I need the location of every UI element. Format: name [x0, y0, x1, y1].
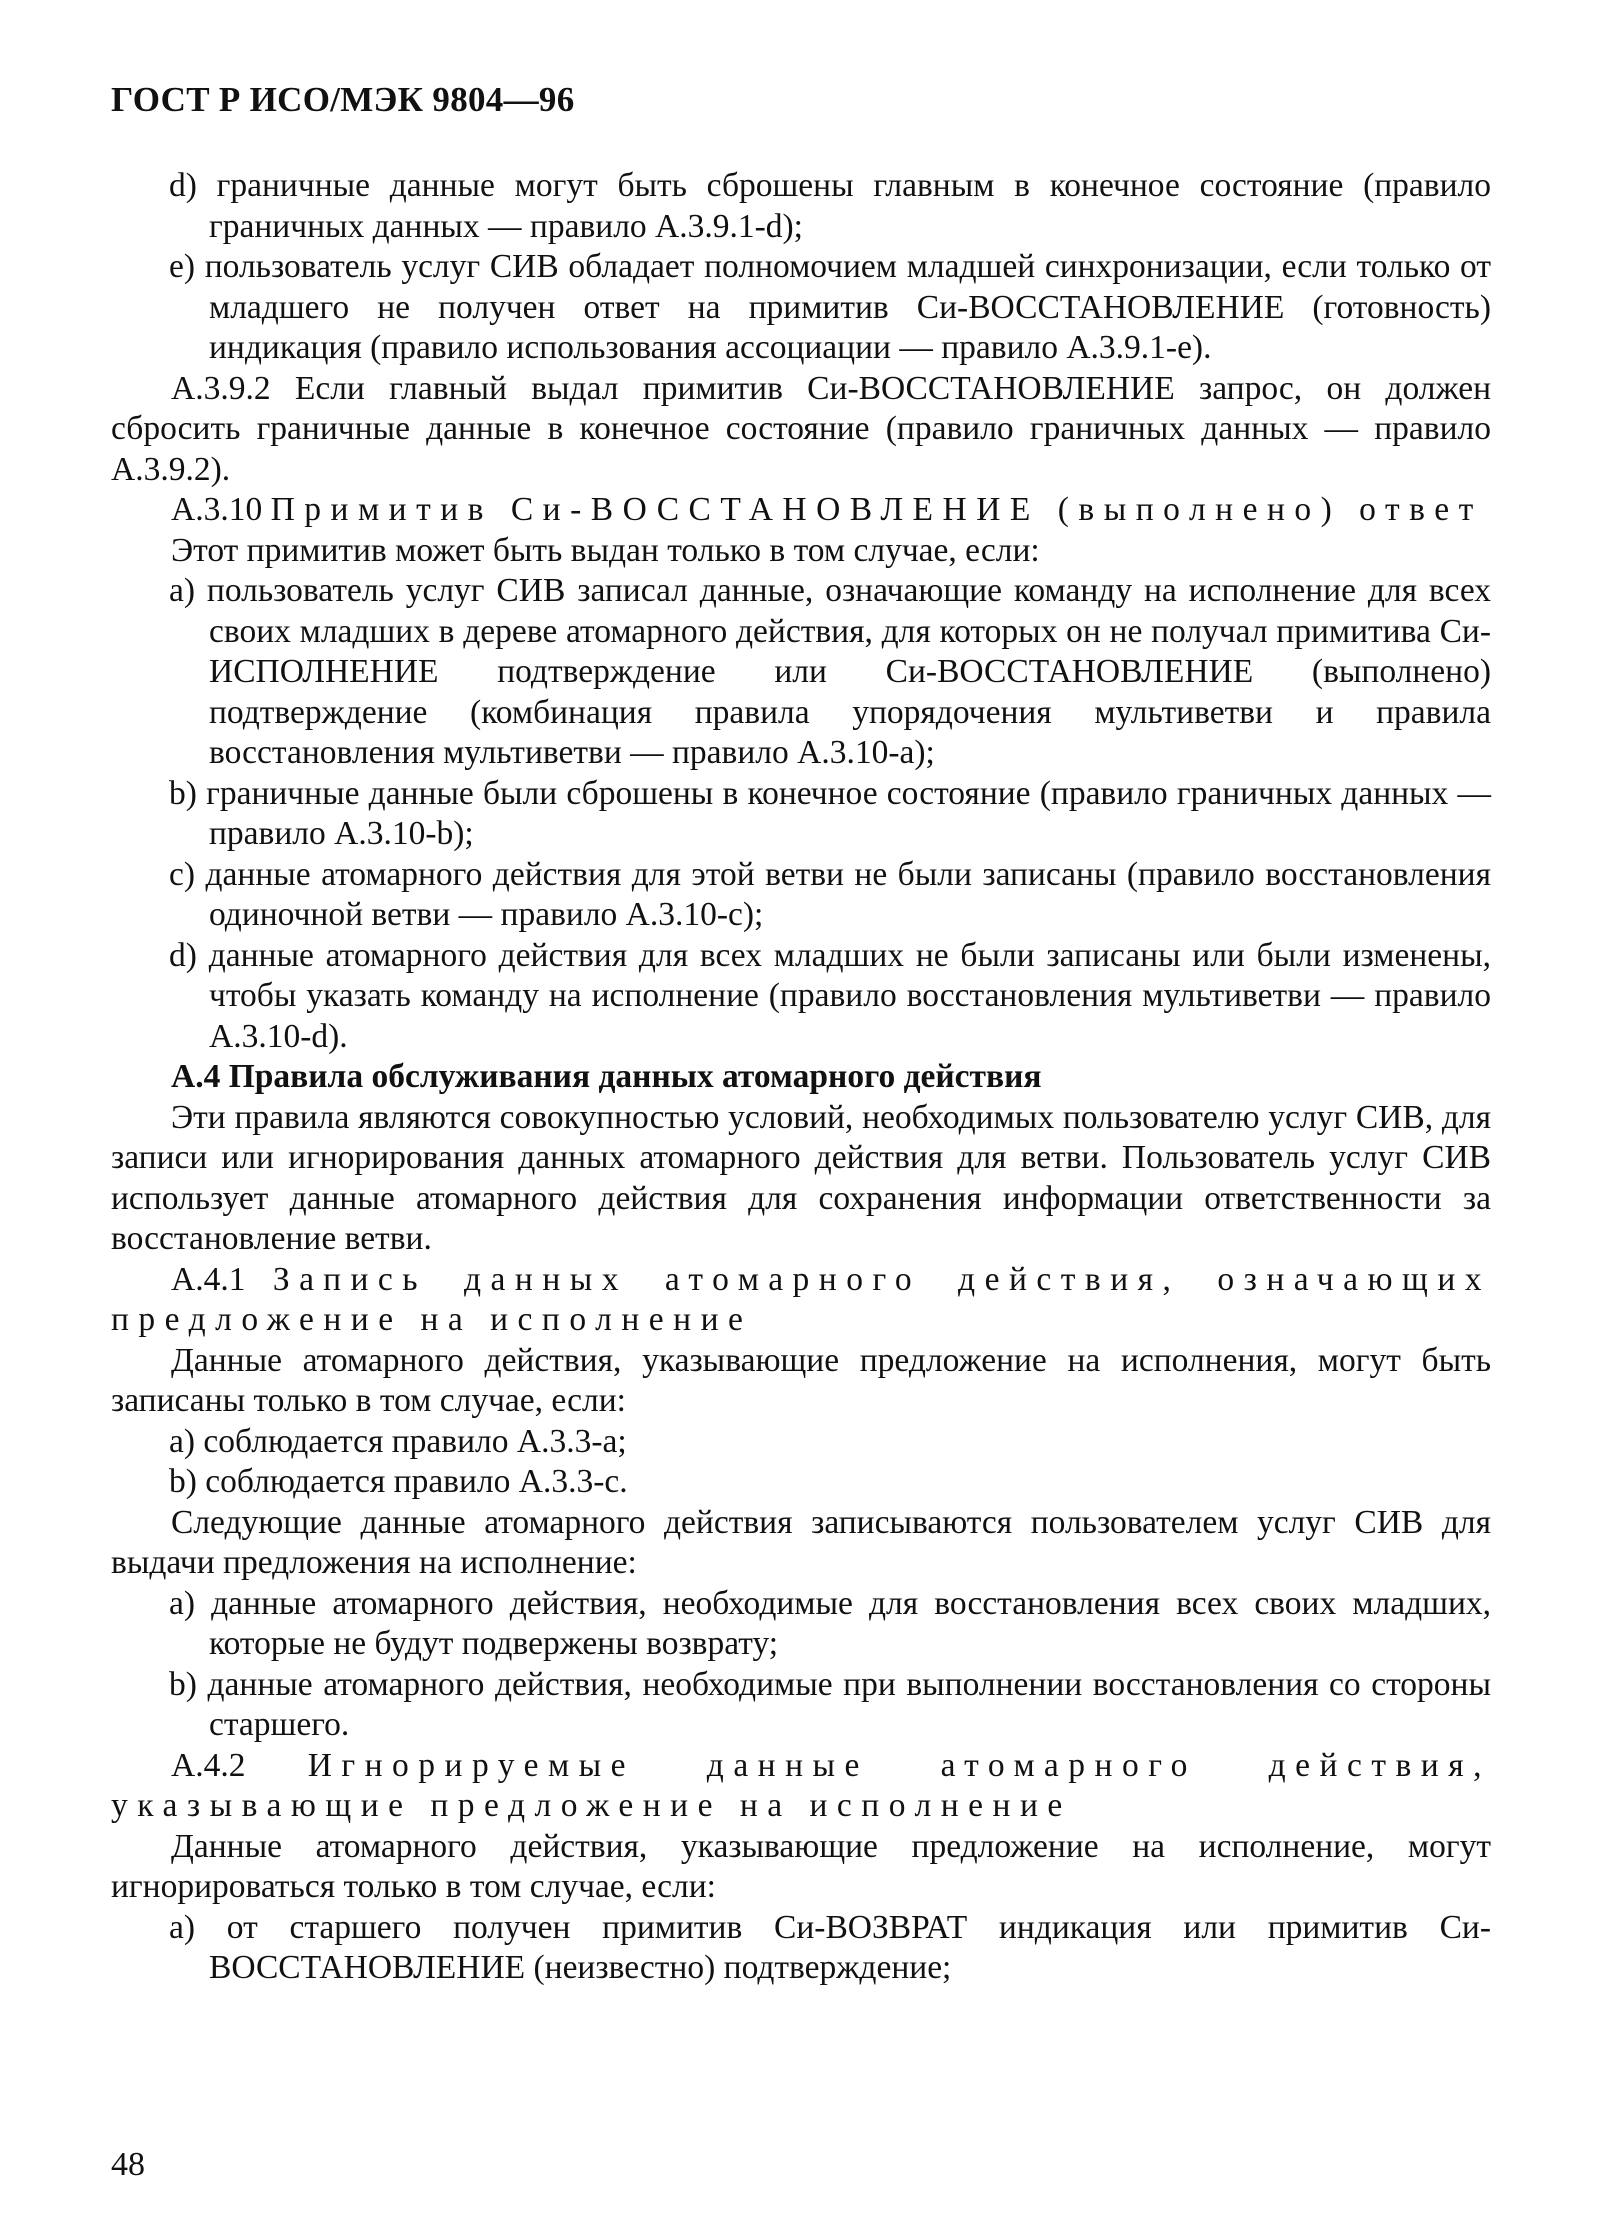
document-body [111, 166, 1491, 1989]
list-item: b) граничные данные были сброшены в конечное состояние (правило граничных данных — правило А.3.10-b); [169, 774, 1491, 852]
section-heading [111, 1746, 1491, 1827]
list-item: а) соблюдается правило А.3.3-а; [169, 1422, 627, 1460]
list-item: а) данные атомарного действия, необходимые для восстановления всех своих младших, которые не будут подвержены возврату; [169, 1584, 1491, 1662]
paragraph: А.3.9.2 Если главный выдал примитив Си-ВОССТАНОВЛЕНИЕ запрос, он должен сбросить граничные данные в конечное состояние (правило граничных данных — правило А.3.9.2). [111, 369, 1491, 488]
list-item: с) данные атомарного действия для этой ветви не были записаны (правило восстановления одиночной ветви — правило А.3.10-с); [169, 855, 1491, 933]
section-heading [111, 490, 1491, 531]
section-number: А.4.2 [171, 1746, 246, 1784]
paragraph: Данные атомарного действия, указывающие предложение на исполнение, могут игнорироваться только в том случае, если: [111, 1827, 1491, 1905]
section-number: А.3.10 [171, 491, 263, 528]
list-item: е) пользователь услуг СИВ обладает полномочием младшей синхронизации, если только от младшего не получен ответ на примитив Си-ВОССТАНОВЛЕНИЕ (готовность) индикация (правило использования ассоциации — правило А.3.9.1-е). [169, 248, 1491, 366]
section-title: Запись данных атомарного действия, означающих предложение на исполнение [111, 1260, 1491, 1338]
paragraph: Этот примитив может быть выдан только в том случае, если: [171, 531, 1040, 569]
list-item: а) от старшего получен примитив Си-ВОЗВРАТ индикация или примитив Си-ВОССТАНОВЛЕНИЕ (неизвестно) подтверждение; [169, 1908, 1491, 1986]
bold-heading: А.4 Правила обслуживания данных атомарного действия [171, 1058, 1042, 1095]
list-item: d) данные атомарного действия для всех младших не были записаны или были изменены, чтобы указать команду на исполнение (правило восстановления мультиветви — правило А.3.10-d). [169, 936, 1491, 1055]
list-item: b) соблюдается правило А.3.3-с. [169, 1463, 628, 1500]
list-item: b) данные атомарного действия, необходимые при выполнении восстановления со стороны старшего. [169, 1665, 1491, 1743]
page-number: 48 [111, 2146, 145, 2183]
paragraph: Данные атомарного действия, указывающие предложение на исполнения, могут быть записаны только в том случае, если: [111, 1341, 1491, 1419]
section-title: Игнорируемые данные атомарного действия, указывающие предложение на исполнение [111, 1746, 1491, 1824]
section-heading [111, 1260, 1491, 1341]
paragraph: Следующие данные атомарного действия записываются пользователем услуг СИВ для выдачи предложения на исполнение: [111, 1503, 1491, 1581]
paragraph: Эти правила являются совокупностью условий, необходимых пользователю услуг СИВ, для записи или игнорирования данных атомарного действия для ветви. Пользователь услуг СИВ использует данные атомарного действия для сохранения информации ответственности за восстановление ветви. [111, 1098, 1491, 1257]
document-header: ГОСТ Р ИСО/МЭК 9804—96 [111, 80, 575, 119]
list-item: а) пользователь услуг СИВ записал данные, означающие команду на исполнение для всех своих младших в дереве атомарного действия, для которых он не получал примитива Си-ИСПОЛНЕНИЕ подтверждение или Си-ВОССТАНОВЛЕНИЕ (выполнено) подтверждение (комбинация правила упорядочения мультиветви и правила восстановления мультиветви — правило А.3.10-а); [169, 572, 1491, 771]
section-number: А.4.1 [171, 1260, 246, 1298]
section-title: Примитив Си-ВОССТАНОВЛЕНИЕ (выполнено) ответ [270, 491, 1483, 528]
list-item: d) граничные данные могут быть сброшены главным в конечное состояние (правило граничных данных — правило А.3.9.1-d); [169, 167, 1491, 245]
